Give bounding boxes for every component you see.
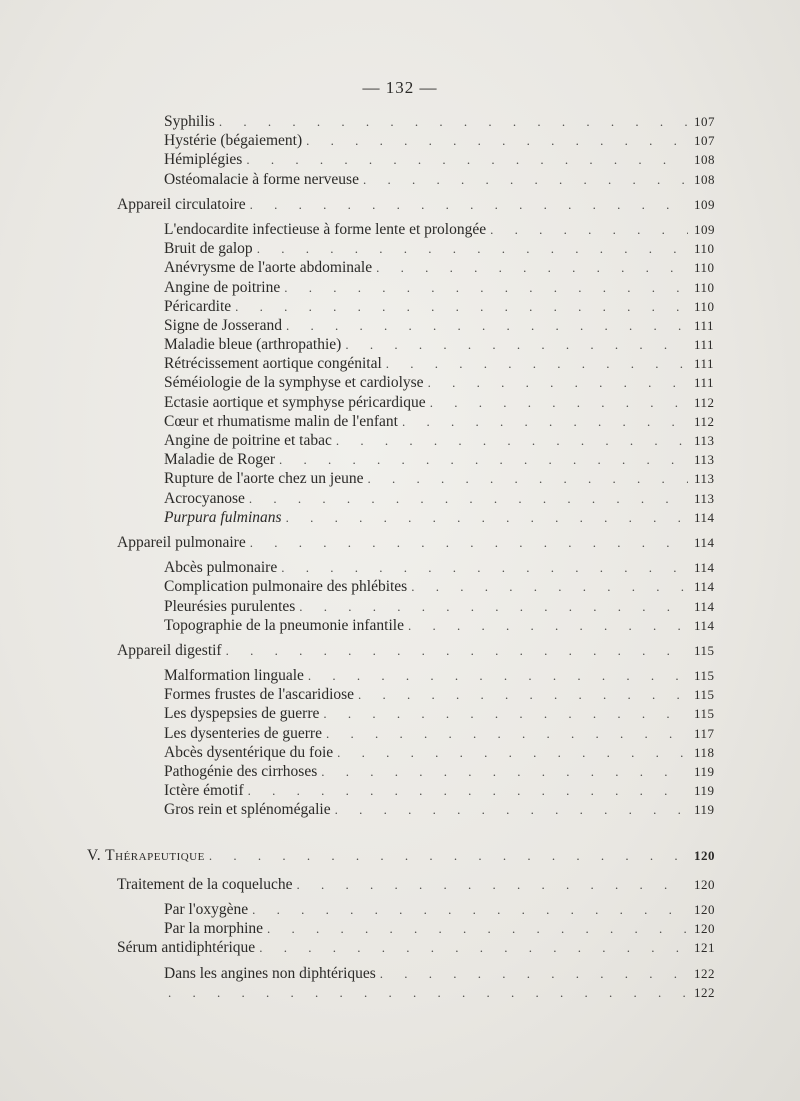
dot-leader: [284, 278, 688, 297]
dot-leader: [308, 666, 688, 685]
toc-entry-page: 120: [694, 847, 715, 863]
dot-leader: [321, 762, 688, 781]
toc-entry-page: 113: [694, 471, 715, 487]
dot-leader: [257, 239, 688, 258]
toc-entry: [0, 964, 736, 983]
toc-entry-title: Purpura fulminans: [164, 508, 282, 526]
toc-entry-title: Hémiplégies: [164, 151, 243, 169]
dot-leader: [335, 800, 688, 819]
toc-entry-title: Ectasie aortique et symphyse péricardique: [164, 393, 426, 411]
toc-section-heading: [0, 641, 736, 660]
dot-leader: [259, 938, 688, 957]
toc-entry-page: 109: [694, 221, 715, 237]
toc-chapter-heading: [0, 846, 736, 865]
dot-leader: [323, 704, 688, 723]
toc-entry-title: Signe de Josserand: [164, 316, 282, 334]
toc-entry-page: 114: [694, 560, 715, 576]
toc-entry-title: Pleurésies purulentes: [164, 597, 296, 615]
dot-leader: [296, 875, 688, 894]
toc-entry-title: Malformation linguale: [164, 667, 304, 685]
dot-leader: [267, 919, 688, 938]
toc-entry: [0, 900, 736, 919]
dot-leader: [168, 983, 688, 1002]
toc-entry-page: 109: [694, 196, 715, 212]
dot-leader: [226, 641, 688, 660]
toc-entry: [0, 666, 736, 685]
dot-leader: [386, 354, 688, 373]
toc-entry-page: 122: [694, 984, 715, 1000]
toc-entry-title: Pathogénie des cirrhoses: [164, 763, 318, 780]
toc-entry-page: 111: [694, 356, 715, 372]
toc-entry-page: 114: [694, 534, 715, 550]
toc-entry-title: Maladie de Roger: [164, 451, 276, 469]
dot-leader: [490, 220, 688, 239]
toc-entry: [0, 297, 736, 316]
toc-entry-page: 111: [694, 317, 715, 333]
toc-entry-title: Par la morphine: [164, 920, 264, 938]
toc-entry-title: Angine de poitrine et tabac: [164, 432, 332, 449]
toc-entry: [0, 258, 736, 277]
toc-entry: [0, 983, 736, 1002]
dot-leader: [209, 846, 688, 865]
dot-leader: [286, 508, 688, 527]
toc-entry-page: 118: [694, 744, 715, 760]
toc-entry: [0, 800, 736, 819]
toc-entry: [0, 743, 736, 762]
dot-leader: [358, 685, 688, 704]
toc-entry-title: Cœur et rhumatisme malin de l'enfant: [164, 412, 398, 430]
dot-leader: [345, 335, 688, 354]
toc-entry-title: Acrocyanose: [164, 489, 245, 507]
toc-entry-title: Rétrécissement aortique congénital: [164, 355, 382, 373]
dot-leader: [286, 316, 688, 335]
toc-entry: [0, 762, 736, 781]
toc-entry-title: Dans les angines non diphtériques: [164, 964, 376, 982]
toc-entry: [0, 354, 736, 373]
toc-entry-title: Les dysenteries de guerre: [164, 724, 322, 742]
toc-entry-page: 119: [694, 783, 715, 799]
toc-entry-page: 108: [694, 171, 715, 187]
toc-entry: [0, 170, 736, 189]
toc-entry-title: Hystérie (bégaiement): [164, 132, 303, 150]
dot-leader: [402, 412, 688, 431]
toc-entry: [0, 469, 736, 488]
toc-entry-page: 122: [694, 965, 715, 981]
toc-entry-title: Maladie bleue (arthropathie): [164, 336, 342, 354]
dot-leader: [250, 533, 688, 552]
toc-entry: [0, 508, 736, 527]
toc-entry: [0, 112, 736, 131]
dot-leader: [376, 258, 688, 277]
toc-entry-title: Syphilis: [164, 113, 215, 130]
toc-entry-page: 114: [694, 509, 715, 525]
toc-entry: [0, 597, 736, 616]
toc-entry: [0, 150, 736, 169]
toc-entry-title: Rupture de l'aorte chez un jeune: [164, 470, 364, 488]
toc-section-heading: [0, 533, 736, 552]
dot-leader: [326, 724, 688, 743]
toc-entry: [0, 704, 736, 723]
toc-entry: [0, 373, 736, 392]
dot-leader: [246, 150, 688, 169]
toc-entry-page: 114: [694, 598, 715, 614]
toc-entry: [0, 393, 736, 412]
toc-entry: [0, 450, 736, 469]
toc-entry-page: 120: [694, 921, 715, 937]
toc-entry-title: Gros rein et splénomégalie: [164, 801, 331, 819]
toc-entry-page: 111: [694, 375, 715, 391]
toc-entry-page: 112: [694, 394, 715, 410]
toc-entry-page: 110: [694, 260, 715, 276]
toc-entry-page: 110: [694, 298, 715, 314]
toc-entry: [0, 239, 736, 258]
dot-leader: [367, 469, 688, 488]
toc-entry-title: Appareil pulmonaire: [117, 533, 246, 551]
dot-leader: [408, 616, 688, 635]
toc-entry-page: 114: [694, 617, 715, 633]
toc-entry-title: Appareil digestif: [117, 641, 222, 659]
toc-entry-page: 113: [694, 433, 715, 448]
toc-entry-page: 111: [694, 337, 715, 353]
dot-leader: [219, 112, 688, 131]
toc-entry-page: 117: [694, 725, 715, 741]
dot-leader: [380, 964, 688, 983]
toc-entry: [0, 316, 736, 335]
toc-entry-title: Appareil circulatoire: [117, 195, 246, 213]
toc-entry-page: 108: [694, 152, 715, 168]
dot-leader: [428, 373, 688, 392]
toc-entry: [0, 781, 736, 800]
dot-leader: [281, 558, 688, 577]
table-of-contents: [0, 112, 800, 1002]
toc-entry-title: Anévrysme de l'aorte abdominale: [164, 259, 373, 277]
toc-entry-page: 110: [694, 241, 715, 257]
toc-entry: [0, 220, 736, 239]
dot-leader: [430, 393, 688, 412]
toc-entry-title: Les dyspepsies de guerre: [164, 705, 320, 723]
toc-entry: [0, 278, 736, 297]
toc-entry-page: 121: [694, 940, 715, 956]
toc-entry-page: 113: [694, 490, 715, 506]
toc-entry-title: Abcès pulmonaire: [164, 559, 278, 577]
toc-entry-page: 115: [694, 706, 715, 722]
toc-entry: [0, 577, 736, 596]
toc-entry-title: Ictère émotif: [164, 782, 244, 800]
toc-section-heading: [0, 195, 736, 214]
toc-entry: [0, 558, 736, 577]
dot-leader: [336, 431, 688, 450]
dot-leader: [279, 450, 688, 469]
toc-entry-title: Séméiologie de la symphyse et cardiolyse: [164, 374, 424, 392]
toc-entry-page: 113: [694, 452, 715, 468]
toc-entry-title: Traitement de la coqueluche: [117, 875, 293, 893]
page-number: — 132 —: [362, 78, 438, 97]
toc-entry: [0, 431, 736, 450]
toc-entry-page: 107: [694, 133, 715, 149]
toc-entry-title: Complication pulmonaire des phlébites: [164, 578, 408, 596]
toc-entry-page: 120: [694, 876, 715, 892]
toc-entry-title: Formes frustes de l'ascaridiose: [164, 686, 355, 704]
toc-entry-page: 119: [694, 802, 715, 818]
dot-leader: [252, 900, 688, 919]
toc-entry-title: L'endocardite infectieuse à forme lente et prolongée: [164, 220, 487, 238]
toc-entry-title: Angine de poitrine: [164, 278, 281, 296]
toc-entry-title: Bruit de galop: [164, 240, 253, 258]
toc-entry-title: Topographie de la pneumonie infantile: [164, 616, 404, 634]
toc-entry-page: 115: [694, 642, 715, 658]
toc-entry-title: Péricardite: [164, 297, 232, 315]
toc-entry-page: 119: [694, 764, 715, 779]
toc-entry-page: 107: [694, 114, 715, 129]
dot-leader: [235, 297, 688, 316]
toc-entry-title: Par l'oxygène: [164, 900, 249, 918]
toc-entry: [0, 412, 736, 431]
dot-leader: [363, 170, 688, 189]
toc-entry-page: 115: [694, 687, 715, 703]
toc-entry-page: 114: [694, 579, 715, 595]
toc-entry: [0, 685, 736, 704]
toc-section-heading: [0, 875, 736, 894]
toc-entry: [0, 335, 736, 354]
toc-entry-page: 115: [694, 668, 715, 684]
toc-entry-title: V. Thérapeutique: [87, 846, 205, 864]
dot-leader: [299, 597, 688, 616]
dot-leader: [248, 781, 688, 800]
toc-entry: [0, 489, 736, 508]
toc-entry-title: Ostéomalacie à forme nerveuse: [164, 170, 359, 188]
dot-leader: [250, 195, 688, 214]
toc-entry: [0, 724, 736, 743]
dot-leader: [337, 743, 688, 762]
toc-entry: [0, 616, 736, 635]
toc-entry-page: 112: [694, 413, 715, 429]
toc-entry: [0, 919, 736, 938]
toc-entry: [0, 131, 736, 150]
dot-leader: [249, 489, 688, 508]
toc-entry-page: 120: [694, 901, 715, 917]
toc-entry-page: 110: [694, 279, 715, 295]
toc-entry-title: Sérum antidiphtérique: [117, 939, 256, 957]
toc-entry-title: Abcès dysentérique du foie: [164, 743, 334, 761]
toc-section-heading: [0, 938, 736, 957]
dot-leader: [411, 577, 688, 596]
dot-leader: [306, 131, 688, 150]
